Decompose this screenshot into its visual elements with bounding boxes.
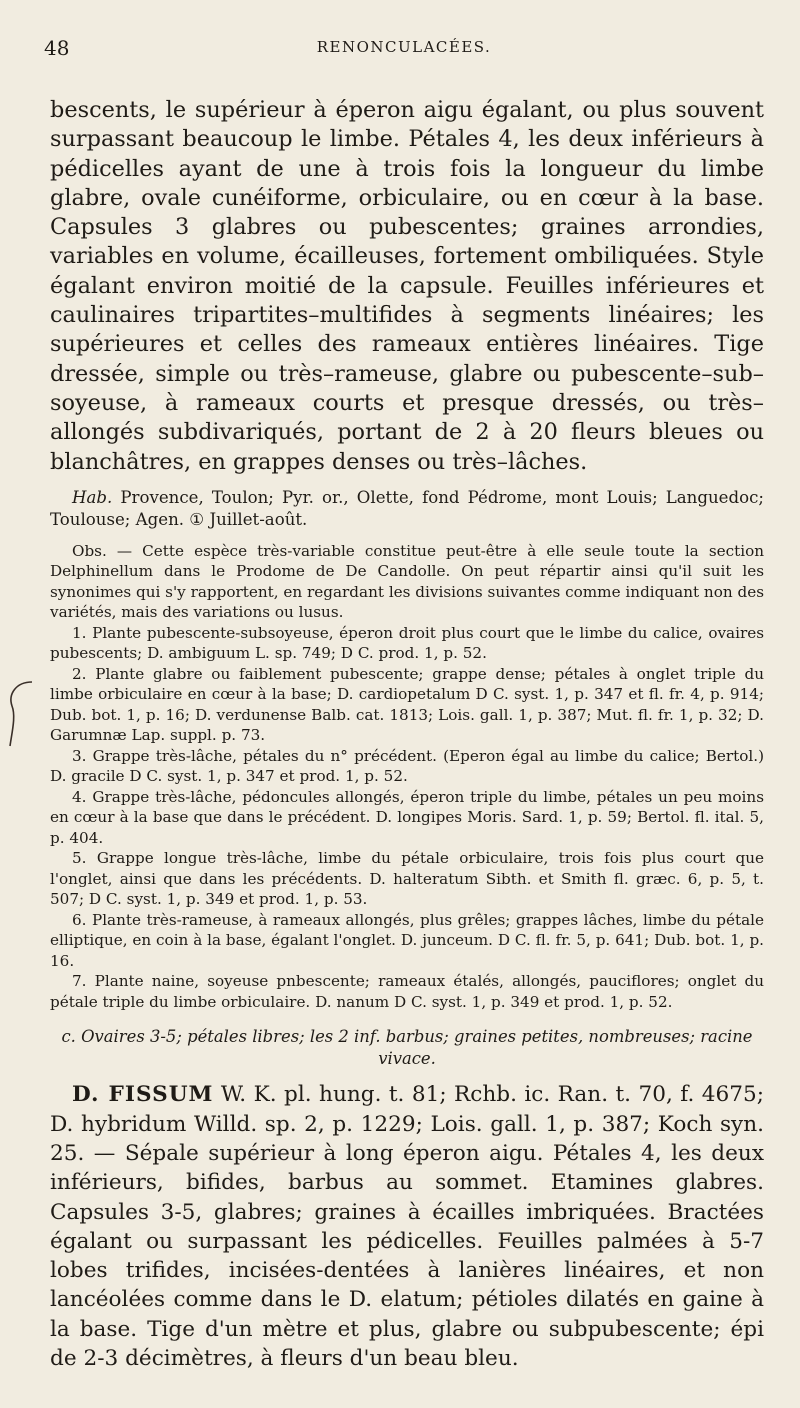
page-header	[44, 28, 764, 62]
obs-item-4: 4. Grappe très-lâche, pédoncules allongés, éperon triple du limbe, pétales un peu moins en cœur à la base que dans le précédent. D. longipes Moris. Sard. 1, p. 59; Bertol. fl. ital. 5, p. 404.	[50, 787, 764, 847]
species-description	[50, 96, 764, 477]
species-name: D. FISSUM	[72, 1082, 214, 1108]
species-entry-fissum	[50, 1080, 764, 1373]
book-page	[44, 28, 764, 1373]
obs-item-3: 3. Grappe très-lâche, pétales du n° précédent. (Eperon égal au limbe du calice; Bertol.) D. gracile D C. syst. 1, p. 347 et prod. 1, p. 52.	[50, 746, 764, 786]
obs-intro	[50, 541, 764, 623]
pencil-mark-icon	[2, 672, 40, 752]
species-text: W. K. pl. hung. t. 81; Rchb. ic. Ran. t. 70, f. 4675; D. hybridum Willd. sp. 2, p. 1229; Lois. gall. 1, p. 387; Koch syn. 25. — Sépale supérieur à long éperon aigu. Pétales 4, les deux inférieurs, bifides, barbus au sommet. Etamines glabres. Capsules 3-5, glabres; graines à écailles imbriquées. Bractées égalant ou surpassant les pédicelles. Feuilles palmées à 5-7 lobes trifides, incisées-dentées à lanières linéaires, et non lancéolées comme dans le D. elatum; pétioles dilatés en gaine à la base. Tige d'un mètre et plus, glabre ou subpubescente; épi de 2-3 décimètres, à fleurs d'un beau bleu.	[50, 1082, 764, 1372]
section-c-heading: c. Ovaires 3-5; pétales libres; les 2 inf. barbus; graines petites, nombreuses; racine vivace.	[61, 1027, 753, 1069]
obs-item-6: 6. Plante très-rameuse, à rameaux allongés, plus grêles; grappes lâches, limbe du pétale elliptique, en coin à la base, égalant l'onglet. D. junceum. D C. fl. fr. 5, p. 641; Dub. bot. 1, p. 16.	[50, 910, 764, 970]
description-paragraph: bescents, le supérieur à éperon aigu égalant, ou plus souvent surpassant beaucoup le limbe. Pétales 4, les deux inférieurs à pédicelles ayant de une à trois fois la longueur du limbe glabre, ovale cunéiforme, orbiculaire, ou en cœur à la base. Capsules 3 glabres ou pubescentes; graines arrondies, variables en volume, écailleuses, fortement ombiliquées. Style égalant environ moitié de la capsule. Feuilles inférieures et caulinaires tripartites–multifides à segments linéaires; les supérieures et celles des rameaux entières linéaires. Tige dressée, simple ou très–rameuse, glabre ou pubescente–sub–soyeuse, à rameaux courts et presque dressés, ou très–allongés subdivariqués, portant de 2 à 20 fleurs bleues ou blanchâtres, en grappes denses ou très–lâches.	[50, 97, 764, 475]
obs-text: Cette espèce très-variable constitue peut-être à elle seule toute la section Delphinellum dans le Prodome de De Candolle. On peut répartir ainsi qu'il suit les synonimes qui s'y rapportent, en regardant les divisions suivantes comme indiquant non des variétés, mais des variations ou lusus.	[50, 541, 764, 622]
page-number: 48	[44, 36, 70, 60]
obs-item-7: 7. Plante naine, soyeuse pnbescente; rameaux étalés, allongés, pauciflores; onglet du pétale triple du limbe orbiculaire. D. nanum D C. syst. 1, p. 349 et prod. 1, p. 52.	[50, 972, 764, 1011]
obs-item-1: 1. Plante pubescente-subsoyeuse, éperon droit plus court que le limbe du calice, ovaires pubescents; D. ambiguum L. sp. 749; D C. prod. 1, p. 52.	[50, 623, 764, 663]
habitat-text: Provence, Toulon; Pyr. or., Olette, fond Pédrome, mont Louis; Languedoc; Toulouse; Agen. ① Juillet-août.	[50, 487, 764, 529]
observations	[50, 541, 764, 1013]
obs-item-2: 2. Plante glabre ou faiblement pubescente; grappe dense; pétales à onglet triple du limbe orbiculaire en cœur à la base; D. cardiopetalum D C. syst. 1, p. 347 et fl. fr. 4, p. 914; Dub. bot. 1, p. 16; D. verdunense Balb. cat. 1813; Lois. gall. 1, p. 387; Mut. fl. fr. 1, p. 32; D. Garumnæ Lap. suppl. p. 73.	[50, 664, 764, 745]
habitat-label: Hab.	[72, 487, 113, 507]
obs-item-5: 5. Grappe longue très-lâche, limbe du pétale orbiculaire, trois fois plus court que l'onglet, ainsi que dans les précédents. D. halteratum Sibth. et Smith fl. græc. 6, p. 5, t. 507; D C. syst. 1, p. 349 et prod. 1, p. 53.	[50, 849, 764, 909]
running-head: RENONCULACÉES.	[316, 38, 492, 56]
habitat-line	[50, 487, 764, 531]
obs-label: Obs. —	[72, 541, 133, 560]
